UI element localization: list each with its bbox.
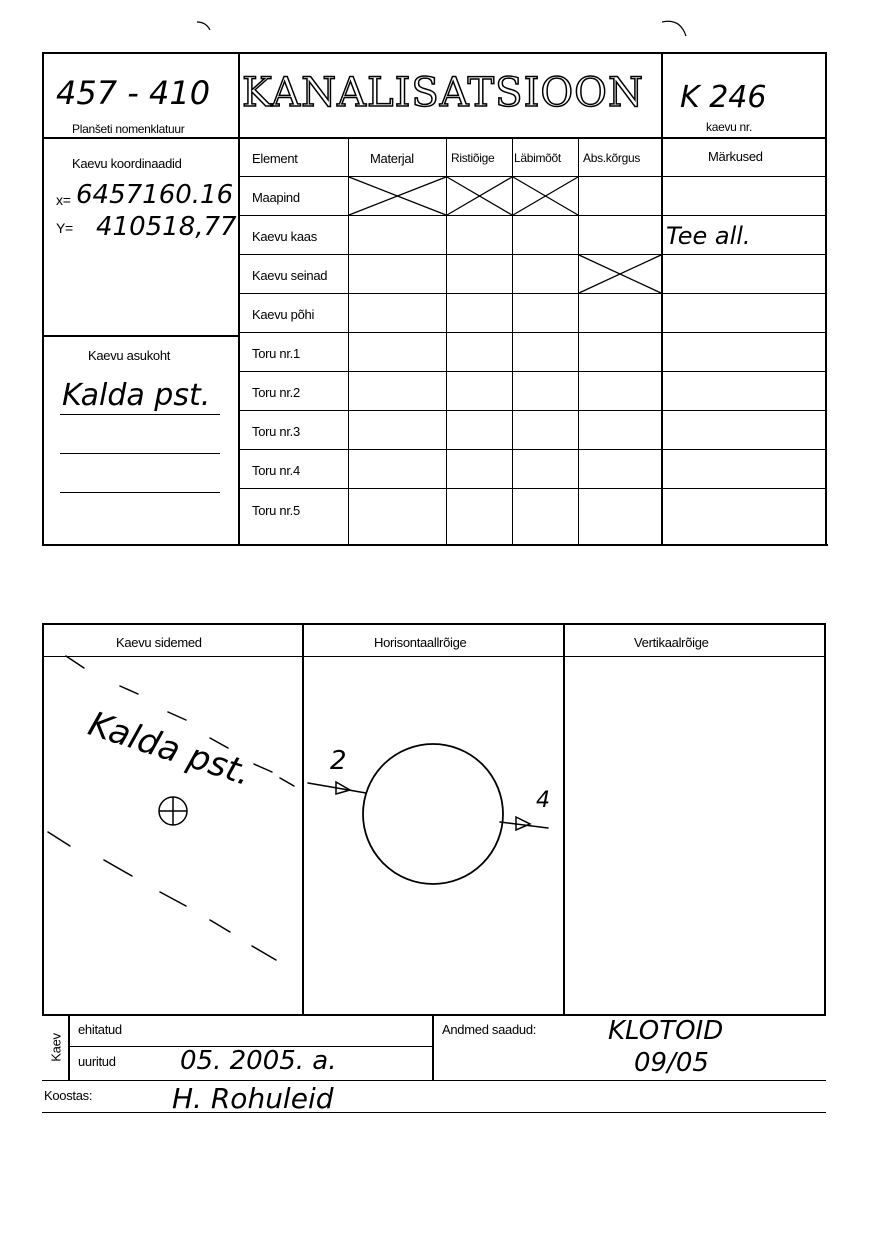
nomenclature-label: Planšeti nomenklatuur: [72, 122, 185, 136]
row-note-lid: Tee all.: [666, 222, 751, 250]
header-element: Element: [252, 151, 298, 166]
sketch-street-label: Kalda pst.: [83, 704, 256, 794]
compiled-value: H. Rohuleid: [172, 1082, 334, 1115]
footer-line-2: [42, 1112, 826, 1113]
data-received-label: Andmed saadud:: [442, 1022, 537, 1037]
sketch-header-links: Kaevu sidemed: [116, 635, 202, 650]
row-element-pipe-4: Toru nr.4: [252, 463, 300, 478]
well-number-value: K 246: [680, 80, 767, 115]
x-coordinate-value: 6457160.16: [76, 180, 234, 210]
location-label: Kaevu asukoht: [88, 348, 171, 363]
header-abs-height: Abs.kõrgus: [583, 151, 641, 165]
header-diameter: Läbimõõt: [514, 151, 561, 165]
footer-line-1: [42, 1080, 826, 1081]
footer-side-label: Kaev: [48, 1033, 64, 1062]
data-received-value-1: KLOTOID: [608, 1016, 724, 1046]
footer-side-divider: [68, 1014, 70, 1080]
y-coordinate-value: 410518,77: [96, 212, 237, 242]
header-cross-section: Ristiõige: [451, 151, 495, 165]
x-prefix: x=: [56, 192, 71, 208]
row-element-walls: Kaevu seinad: [252, 268, 328, 283]
row-element-ground: Maapind: [252, 190, 300, 205]
row-element-pipe-5: Toru nr.5: [252, 503, 300, 518]
pipe-in-label: 2: [330, 746, 347, 776]
header-material: Materjal: [370, 151, 414, 166]
built-label: ehitatud: [78, 1022, 122, 1037]
surveyed-label: uuritud: [78, 1054, 116, 1069]
location-value: Kalda pst.: [62, 378, 211, 413]
well-number-label: kaevu nr.: [706, 120, 752, 134]
nomenclature-value: 457 - 410: [56, 74, 211, 112]
coords-label: Kaevu koordinaadid: [72, 156, 182, 171]
row-element-pipe-1: Toru nr.1: [252, 346, 300, 361]
surveyed-value: 05. 2005. a.: [180, 1046, 337, 1076]
footer-middle-divider: [432, 1014, 434, 1080]
row-element-pipe-3: Toru nr.3: [252, 424, 300, 439]
y-prefix: Y=: [56, 220, 73, 236]
compiled-label: Koostas:: [44, 1088, 93, 1103]
pipe-out-label: 4: [536, 788, 550, 813]
header-notes: Märkused: [708, 149, 763, 164]
row-element-pipe-2: Toru nr.2: [252, 385, 300, 400]
data-received-value-2: 09/05: [634, 1048, 709, 1078]
form-title: KANALISATSIOON: [242, 70, 644, 116]
sketch-header-vertical: Vertikaalrõige: [634, 635, 709, 650]
row-element-bottom: Kaevu põhi: [252, 307, 315, 322]
sketch-header-horizontal: Horisontaallrõige: [374, 635, 467, 650]
row-element-lid: Kaevu kaas: [252, 229, 317, 244]
